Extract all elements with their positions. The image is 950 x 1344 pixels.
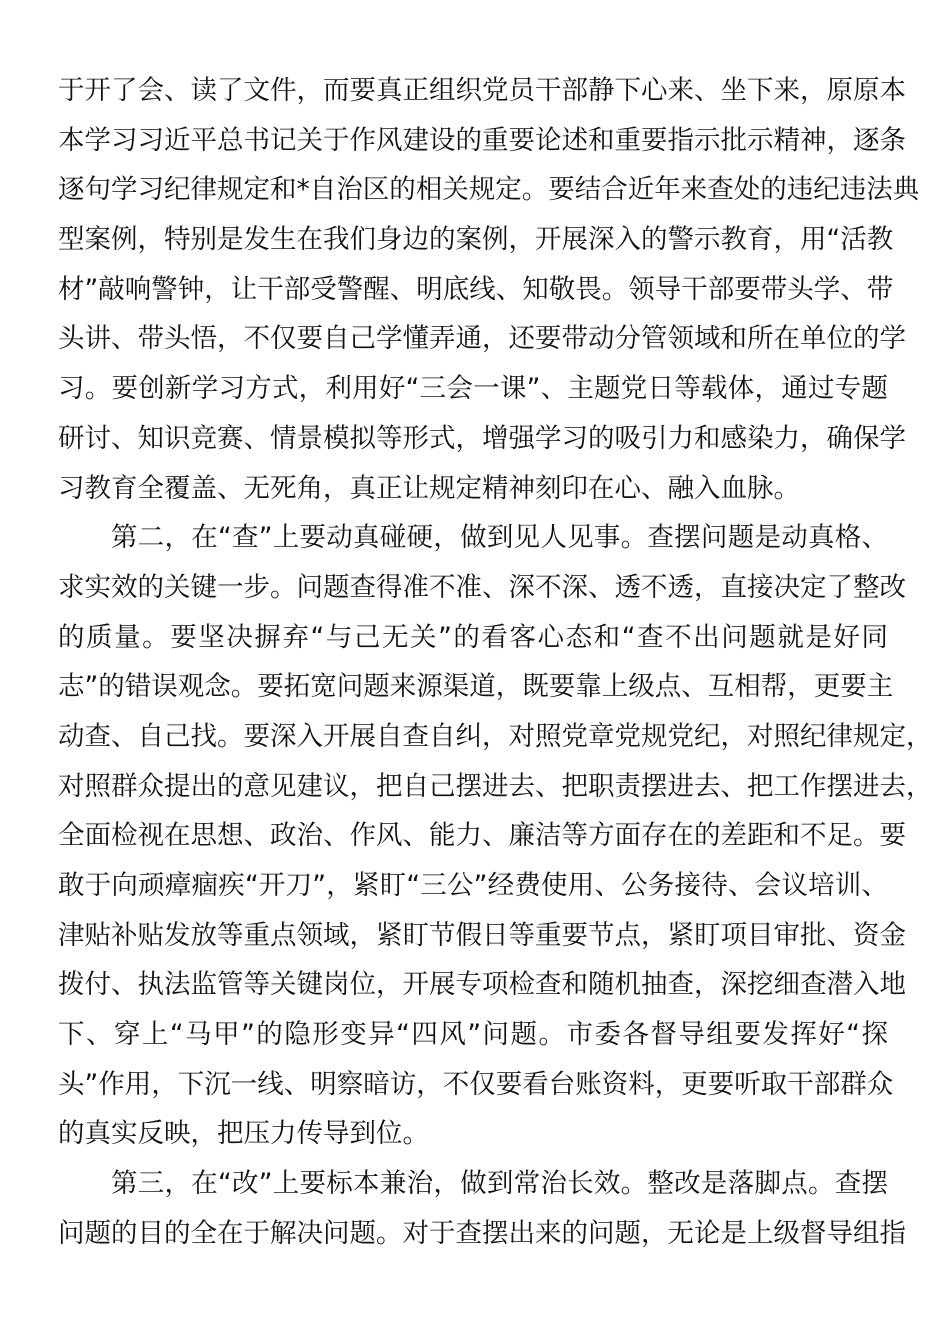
text-line: 敢于向顽瘴痼疾“开刀”，紧盯“三公”经费使用、公务接待、会议培训、 <box>58 870 888 901</box>
paragraph-end-line: 的真实反映，把压力传导到位。 <box>58 1118 429 1150</box>
text-line: 习。要创新学习方式，利用好“三会一课”、主题党日等载体，通过专题 <box>58 373 888 405</box>
document-body <box>58 66 933 1259</box>
text-line: 研讨、知识竞赛、情景模拟等形式，增强学习的吸引力和感染力，确保学 <box>58 422 906 454</box>
text-line: 拨付、执法监管等关键岗位，开展专项检查和随机抽查，深挖细查潜入地 <box>58 969 906 1001</box>
text-line: 对照群众提出的意见建议，把自己摆进去、把职责摆进去、把工作摆进去， <box>58 770 933 802</box>
text-line: 津贴补贴发放等重点领域，紧盯节假日等重要节点，紧盯项目审批、资金 <box>58 919 906 951</box>
text-line: 志”的错误观念。要拓宽问题来源渠道，既要靠上级点、互相帮，更要主 <box>58 671 894 703</box>
text-line: 的质量。要坚决摒弃“与己无关”的看客心态和“查不出问题就是好同 <box>58 621 888 653</box>
text-line: 问题的目的全在于解决问题。对于查摆出来的问题，无论是上级督导组指 <box>58 1217 906 1249</box>
text-line: 全面检视在思想、政治、作风、能力、廉洁等方面存在的差距和不足。要 <box>58 820 906 852</box>
text-line: 头”作用，下沉一线、明察暗访，不仅要看台账资料，更要听取干部群众 <box>58 1068 894 1100</box>
text-line: 材”敲响警钟，让干部受警醒、明底线、知敬畏。领导干部要带头学、带 <box>58 273 894 305</box>
paragraph-start-line: 第三，在“改”上要标本兼治，做到常治长效。整改是落脚点。查摆 <box>111 1168 888 1200</box>
text-line: 型案例，特别是发生在我们身边的案例，开展深入的警示教育，用“活教 <box>58 224 894 256</box>
text-line: 动查、自己找。要深入开展自查自纠，对照党章党规党纪，对照纪律规定， <box>58 720 933 752</box>
paragraph-end-line: 习教育全覆盖、无死角，真正让规定精神刻印在心、融入血脉。 <box>58 472 800 504</box>
text-line: 本学习习近平总书记关于作风建设的重要论述和重要指示批示精神，逐条 <box>58 124 906 156</box>
text-line: 于开了会、读了文件，而要真正组织党员干部静下心来、坐下来，原原本 <box>58 75 906 106</box>
text-line: 头讲、带头悟，不仅要自己学懂弄通，还要带动分管领域和所在单位的学 <box>58 323 906 355</box>
text-line: 下、穿上“马甲”的隐形变异“四风”问题。市委各督导组要发挥好“探 <box>58 1019 888 1051</box>
text-line: 逐句学习纪律规定和*自治区的相关规定。要结合近年来查处的违纪违法典 <box>58 174 920 206</box>
paragraph-start-line: 第二，在“查”上要动真碰硬，做到见人见事。查摆问题是动真格、 <box>111 522 888 554</box>
text-line: 求实效的关键一步。问题查得准不准、深不深、透不透，直接决定了整改 <box>58 571 906 603</box>
